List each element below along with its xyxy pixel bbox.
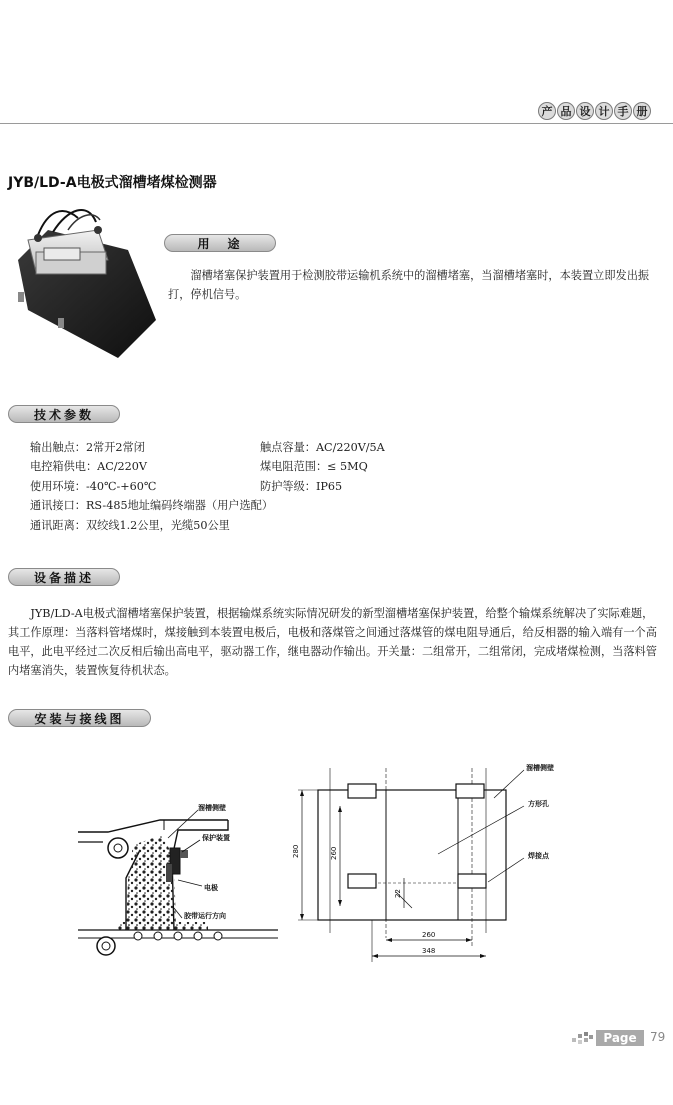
label-chute-wall: 溜槽侧壁 [198,804,226,812]
spec-item: 触点容量：AC/220V/5A [260,441,385,454]
header-badge: 册 [633,102,651,120]
label-electrode: 电极 [204,884,218,892]
section-heading-usage: 用 途 [164,234,276,252]
label-weld-point: 焊接点 [528,852,549,860]
spec-item: 防护等级：IP65 [260,480,343,493]
header-badge: 手 [614,102,632,120]
header-rule [0,123,673,124]
dim-260-vertical: 260 [330,846,338,860]
label-protector: 保护装置 [202,834,230,842]
document-title: JYB/LD-A电极式溜槽堵煤检测器 [8,175,217,191]
installation-diagram [78,790,278,965]
footer-decoration [570,1030,594,1046]
section-heading-description: 设备描述 [8,568,120,586]
section-heading-install: 安装与接线图 [8,709,151,727]
section-heading-specs: 技术参数 [8,405,120,423]
dim-348: 348 [422,947,436,955]
spec-item: 煤电阻范围：≤ 5MQ [260,460,368,473]
footer-page-number: 79 [650,1030,666,1044]
mounting-dimension-diagram [288,758,570,964]
description-text: JYB/LD-A电极式溜槽堵塞保护装置，根据输煤系统实际情况研发的新型溜槽堵塞保护装置，给整个输煤系统解决了实际难题，其工作原理：当落料管堵煤时，煤接触到本装置电极后，电极和落煤管之间通过落煤管的煤电阻导通后，给反相器的输入端有一个高电平，此电平经过二次反相后输出高电平，驱动器工作，继电器动作输出。开关量：二组常开，二组常闭，完成堵煤检测，当落料管内堵塞消失，装置恢复待机状态。 [8,607,657,677]
dim-280: 280 [292,844,300,858]
label-square-hole: 方形孔 [528,800,549,808]
header-badges [538,102,651,120]
spec-item: 通讯距离：双绞线1.2公里，光缆50公里 [30,519,230,532]
label-belt-direction: 胶带运行方向 [184,912,226,920]
dim-260-horizontal: 260 [422,931,436,939]
spec-item: 通讯接口：RS-485地址编码终端器（用户选配） [30,499,274,512]
usage-text: 溜槽堵塞保护装置用于检测胶带运输机系统中的溜槽堵塞，当溜槽堵塞时，本装置立即发出振打，停机信号。 [168,269,650,301]
header-badge: 计 [595,102,613,120]
header-badge: 品 [557,102,575,120]
header-badge: 产 [538,102,556,120]
spec-item: 电控箱供电：AC/220V [30,460,147,473]
label-chute-wall-right: 溜槽侧壁 [526,764,554,772]
spec-item: 使用环境：-40℃-+60℃ [30,480,157,493]
header-badge: 设 [576,102,594,120]
footer-page-label: Page [596,1030,644,1046]
product-photo [8,200,160,360]
spec-item: 输出触点：2常开2常闭 [30,441,145,454]
dim-22: 22 [394,889,402,898]
